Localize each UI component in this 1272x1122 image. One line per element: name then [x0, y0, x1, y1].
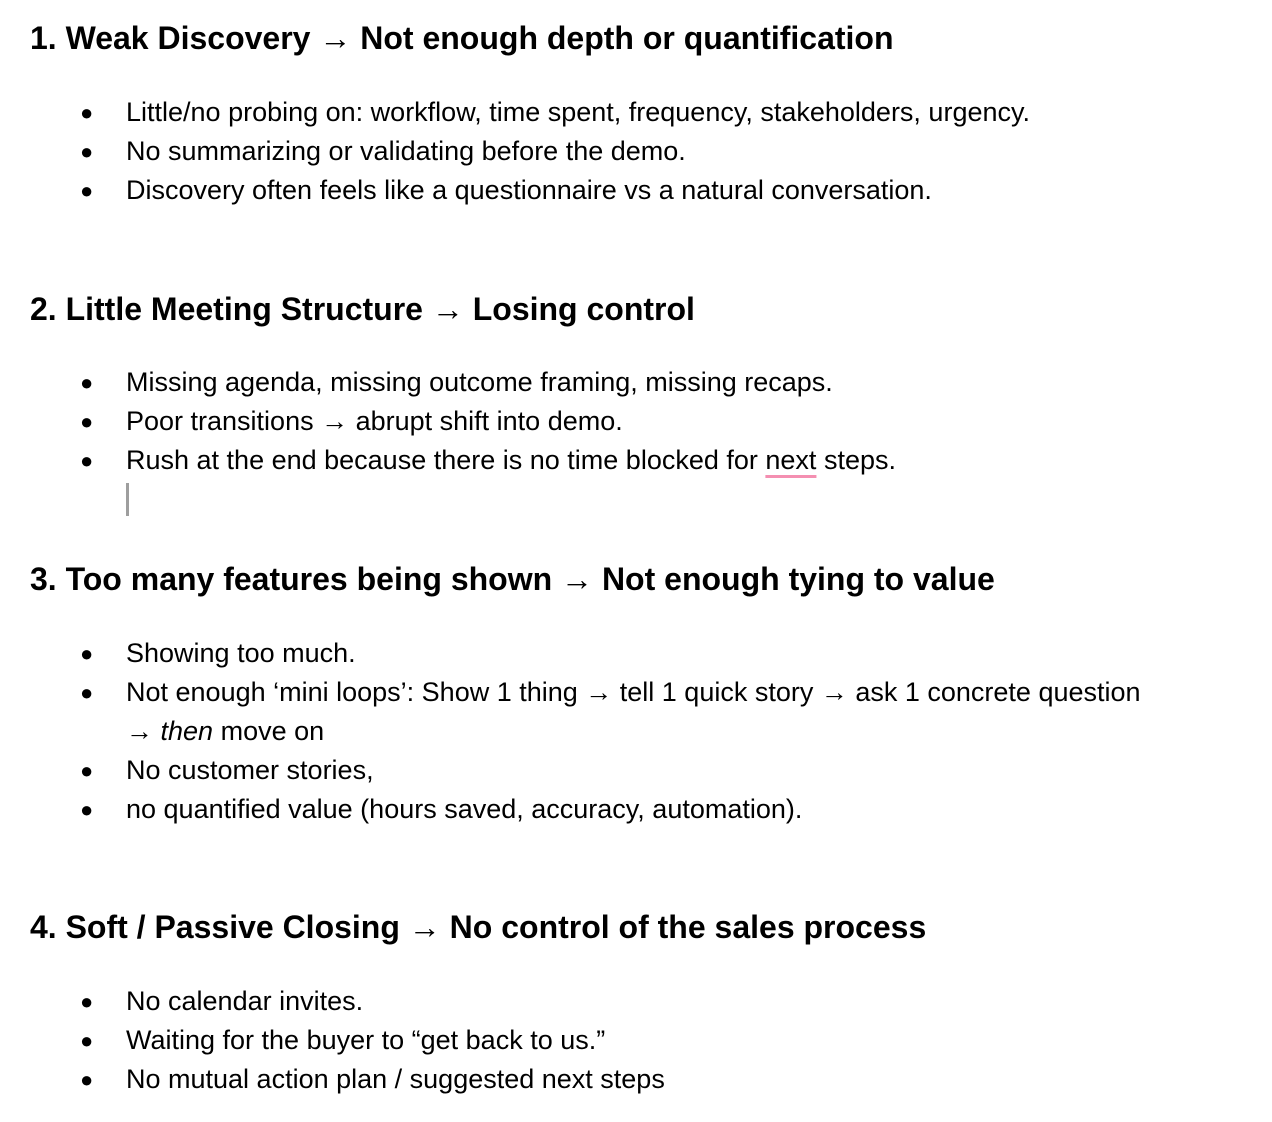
bullet-text: Showing too much.: [126, 638, 356, 668]
bullet-icon: ●: [80, 797, 94, 822]
bullet-icon: ●: [80, 680, 94, 705]
bullet-list: [0, 982, 1236, 1099]
bullet-text: No calendar invites.: [126, 986, 364, 1016]
emphasis-text: then: [160, 716, 214, 746]
arrow-prefix: →: [126, 716, 161, 746]
bullet-text: Missing agenda, missing outcome framing, missing recaps.: [126, 367, 833, 397]
bullet-text: Poor transitions → abrupt shift into demo.: [126, 406, 623, 436]
bullet-text: No customer stories,: [126, 755, 374, 785]
bullet-text-start: Rush at the end because there is no time blocked for: [126, 445, 766, 475]
bullet-icon: ●: [80, 370, 94, 395]
bullet-icon: ●: [80, 989, 94, 1014]
list-item: [0, 982, 1236, 1021]
bullet-icon: ●: [80, 1028, 94, 1053]
bullet-text: Discovery often feels like a questionnaire vs a natural conversation.: [126, 175, 932, 205]
bullet-icon: ●: [80, 139, 94, 164]
bullet-icon: ●: [80, 641, 94, 666]
bullet-list: [0, 634, 1236, 829]
list-item: [0, 93, 1236, 132]
section-heading: 1. Weak Discovery → Not enough depth or quantification: [30, 20, 894, 56]
bullet-icon: ●: [80, 409, 94, 434]
list-item: [0, 441, 1236, 480]
bullet-text-line: [126, 712, 1236, 751]
list-item: [0, 790, 1236, 829]
list-item: [0, 751, 1236, 790]
spellcheck-flagged-word[interactable]: next: [765, 445, 817, 475]
bullet-list: [0, 363, 1236, 480]
list-item: [0, 171, 1236, 210]
bullet-icon: ●: [80, 1067, 94, 1092]
bullet-icon: ●: [80, 100, 94, 125]
bullet-text: No summarizing or validating before the demo.: [126, 136, 686, 166]
bullet-text-end: move on: [213, 716, 325, 746]
bullet-text-end: steps.: [816, 445, 896, 475]
list-item: [0, 132, 1236, 171]
bullet-icon: ●: [80, 758, 94, 783]
text-cursor: [126, 483, 129, 516]
bullet-icon: ●: [80, 448, 94, 473]
bullet-text-line: Not enough ‘mini loops’: Show 1 thing → tell 1 quick story → ask 1 concrete question: [126, 677, 1141, 707]
section-heading: 3. Too many features being shown → Not enough tying to value: [30, 561, 995, 597]
list-item: [0, 673, 1236, 751]
list-item: [0, 402, 1236, 441]
bullet-text: Waiting for the buyer to “get back to us.”: [126, 1025, 606, 1055]
list-item: [0, 634, 1236, 673]
bullet-icon: ●: [80, 178, 94, 203]
section-heading: 2. Little Meeting Structure → Losing control: [30, 291, 695, 327]
section-heading: 4. Soft / Passive Closing → No control of the sales process: [30, 909, 927, 945]
list-item: [0, 1021, 1236, 1060]
list-item: [0, 1060, 1236, 1099]
list-item: [0, 363, 1236, 402]
bullet-text: no quantified value (hours saved, accuracy, automation).: [126, 794, 803, 824]
bullet-list: [0, 93, 1236, 210]
bullet-text: Little/no probing on: workflow, time spent, frequency, stakeholders, urgency.: [126, 97, 1030, 127]
bullet-text: No mutual action plan / suggested next steps: [126, 1064, 665, 1094]
